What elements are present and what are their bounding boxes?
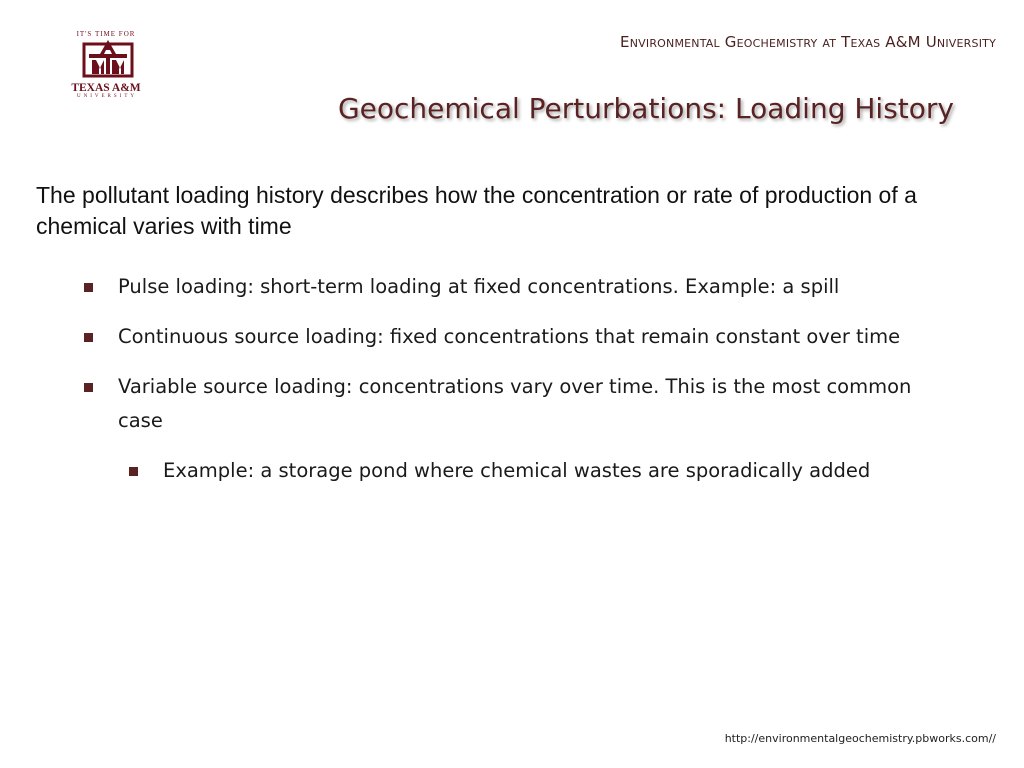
square-bullet-icon — [84, 383, 93, 392]
sub-bullet-example — [125, 454, 940, 488]
square-bullet-icon — [84, 283, 93, 292]
bullet-continuous-loading — [80, 320, 940, 354]
square-bullet-icon — [84, 333, 93, 342]
logo-tagline: IT'S TIME FOR — [76, 30, 136, 38]
bullet-text: Example: a storage pond where chemical wastes are sporadically added — [163, 459, 871, 482]
atm-logo-icon — [80, 40, 136, 80]
bullet-list — [80, 270, 940, 504]
bullet-text: Pulse loading: short-term loading at fixed concentrations. Example: a spill — [118, 275, 840, 298]
header-title: Environmental Geochemistry at Texas A&M University — [620, 33, 996, 51]
intro-paragraph: The pollutant loading history describes how the concentration or rate of production of a chemical varies with time — [36, 182, 917, 239]
university-logo — [58, 30, 158, 120]
bullet-variable-loading — [80, 370, 940, 438]
bullet-text: Variable source loading: concentrations vary over time. This is the most common case — [118, 375, 912, 432]
footer-url: http://environmentalgeochemistry.pbworks.com// — [724, 732, 996, 745]
logo-subtext: UNIVERSITY — [77, 94, 137, 99]
slide-title: Geochemical Perturbations: Loading History — [337, 92, 954, 125]
bullet-pulse-loading — [80, 270, 940, 304]
square-bullet-icon — [129, 467, 138, 476]
bullet-text: Continuous source loading: fixed concentrations that remain constant over time — [118, 325, 901, 348]
logo-name: TEXAS A&M — [71, 82, 141, 94]
